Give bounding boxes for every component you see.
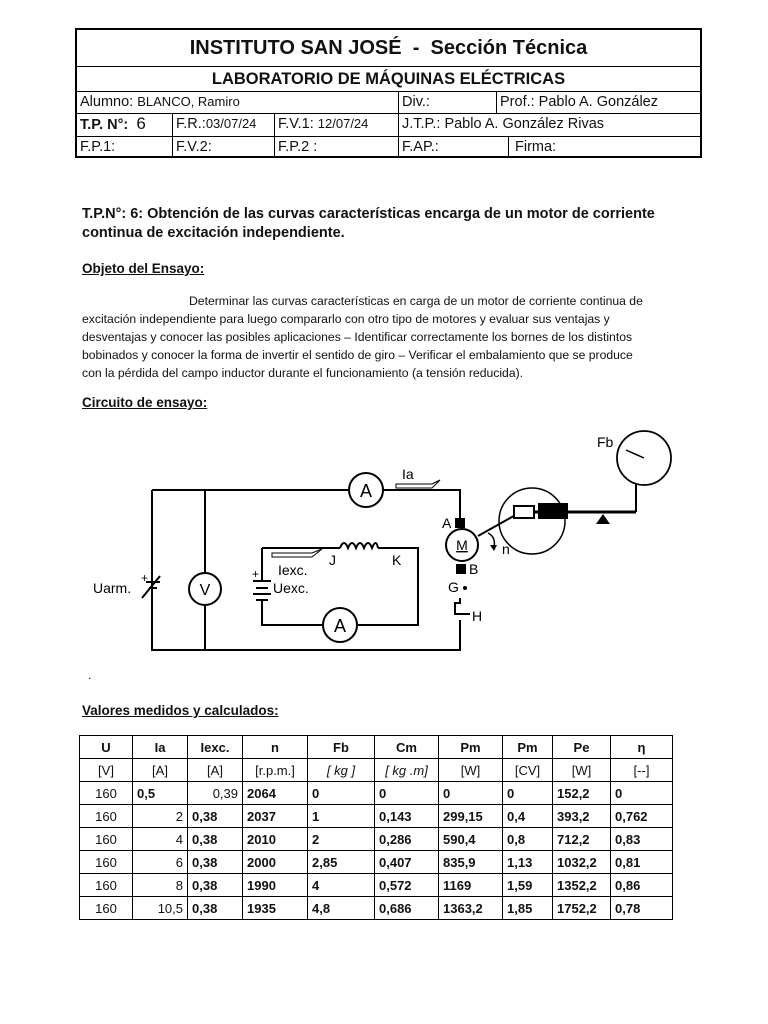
table-row [80,874,673,897]
firma-cell: Firma: [515,139,557,155]
table-cell: 0,407 [375,851,439,874]
table-cell: 4 [133,828,188,851]
ammeter-ia-label: A [359,481,373,501]
table-cell: 0,38 [188,874,243,897]
table-cell: 4,8 [308,897,375,920]
alumno-cell [77,92,399,113]
fb-label: Fb [597,434,614,450]
unit-eta: [--] [611,759,673,782]
table-cell: 1169 [439,874,503,897]
table-cell: 6 [133,851,188,874]
rotation-arrow-icon [488,533,494,547]
unit-iexc: [A] [188,759,243,782]
table-row [80,828,673,851]
table-cell: 10,5 [133,897,188,920]
section-name: Sección Técnica [430,37,588,59]
tpn-value: 6 [136,114,146,133]
tpn-cell [77,114,173,136]
table-cell: 835,9 [439,851,503,874]
institute-name: INSTITUTO SAN JOSÉ [189,37,402,59]
table-cell: 2010 [243,828,308,851]
table-cell: 2 [308,828,375,851]
objeto-line-1: Determinar las curvas características en carga de un motor de corriente continua de [189,294,643,308]
fv2-cell: F.V.2: [173,137,275,158]
table-cell: 0,81 [611,851,673,874]
terminal-k: K [392,552,402,568]
field-coil-icon [340,543,378,548]
table-cell: 0 [375,782,439,805]
header-eta: η [611,736,673,759]
values-table [79,735,673,920]
table-cell: 0 [503,782,553,805]
table-cell: 0,86 [611,874,673,897]
wire-exc-bottom [262,600,322,625]
fr-cell [173,114,275,136]
table-cell: 4 [308,874,375,897]
terminal-b: B [469,561,479,577]
table-cell: 1352,2 [553,874,611,897]
institute-title [77,30,700,66]
header-row-tpn [77,114,700,137]
objeto-line-2: excitación independiente para luego compararlo con otro tipo de motores y evaluar sus ventajas y [82,312,610,326]
table-cell: 0,286 [375,828,439,851]
header-n: n [243,736,308,759]
table-cell: 0,572 [375,874,439,897]
stray-dot: . [88,668,92,682]
table-cell: 0,8 [503,828,553,851]
voltmeter-label: V [199,582,211,599]
table-units-row [80,759,673,782]
table-cell: 1,85 [503,897,553,920]
alumno-label: Alumno: [80,94,134,110]
fr-label: F.R.: [176,116,206,132]
table-cell: 1032,2 [553,851,611,874]
practice-title-line2: continua de excitación independiente. [82,225,345,241]
fp1-cell: F.P.1: [77,137,173,158]
table-cell: 299,15 [439,805,503,828]
header-cm: Cm [375,736,439,759]
table-cell: 0,39 [188,782,243,805]
table-cell: 1 [308,805,375,828]
unit-pe: [W] [553,759,611,782]
table-cell: 0,83 [611,828,673,851]
valores-heading: Valores medidos y calculados: [82,703,279,718]
table-cell: 152,2 [553,782,611,805]
table-row [80,782,673,805]
unit-pm-w: [W] [439,759,503,782]
uexc-plus: + [252,567,260,581]
table-row [80,897,673,920]
header-row-fp [77,137,700,158]
wire-exc-right [358,548,418,625]
fap-cell: F.AP.: [399,137,509,158]
terminal-gh-link [455,598,470,614]
iexc-arrow-icon [272,549,322,557]
table-cell: 160 [80,805,133,828]
lab-title: LABORATORIO DE MÁQUINAS ELÉCTRICAS [211,70,566,88]
table-body [80,782,673,920]
table-header-row [80,736,673,759]
uexc-source-icon [253,581,271,600]
table-cell: 0,78 [611,897,673,920]
ammeter-iexc-label: A [333,616,347,636]
header-box [75,28,702,158]
header-title-row [77,30,700,67]
rotation-label: n [502,541,510,557]
unit-pm-cv: [CV] [503,759,553,782]
table-row [80,805,673,828]
header-u: U [80,736,133,759]
header-iexc: Iexc. [188,736,243,759]
alumno-value: BLANCO, Ramiro [137,94,240,109]
practice-title [82,205,702,243]
motor-label: M [456,537,468,553]
terminal-h: H [472,608,483,624]
prof-cell: Prof.: Pablo A. González [500,94,658,110]
unit-fb: [ kg ] [308,759,375,782]
fr-value: 03/07/24 [205,116,257,131]
table-cell: 0,686 [375,897,439,920]
terminal-j: J [329,552,336,568]
table-cell: 0 [611,782,673,805]
table-cell: 393,2 [553,805,611,828]
terminal-a: A [442,515,452,531]
table-cell: 1935 [243,897,308,920]
header-lab-row [77,67,700,92]
table-cell: 1,59 [503,874,553,897]
unit-u: [V] [80,759,133,782]
table-cell: 0 [439,782,503,805]
table-cell: 1,13 [503,851,553,874]
table-cell: 8 [133,874,188,897]
header-pm-cv: Pm [503,736,553,759]
brake-drum [499,488,565,554]
fv1-value: 12/07/24 [317,116,369,131]
table-cell: 0,38 [188,805,243,828]
header-row-alumno [77,92,700,114]
objeto-line-3: desventajas y conocer las posibles aplicaciones – Identificar correctamente los bornes de los distintos [82,330,633,344]
div-cell: Div.: [399,92,497,113]
jtp-cell: J.T.P.: Pablo A. González Rivas [402,116,605,132]
table-cell: 0 [308,782,375,805]
uarm-label: Uarm. [93,580,132,596]
table-cell: 1363,2 [439,897,503,920]
table-cell: 2,85 [308,851,375,874]
unit-n: [r.p.m.] [243,759,308,782]
table-cell: 0,5 [133,782,188,805]
objeto-line-4: bobinados y conocer la forma de invertir el sentido de giro – Verificar el embalamiento que se produce [82,348,633,362]
fulcrum [596,514,610,524]
objeto-paragraph [82,292,688,382]
table-cell: 0,38 [188,851,243,874]
unit-ia: [A] [133,759,188,782]
fv1-label: F.V.1: [278,116,314,132]
header-ia: Ia [133,736,188,759]
iexc-label: Iexc. [278,562,308,578]
table-cell: 160 [80,851,133,874]
table-cell: 160 [80,897,133,920]
uarm-plus: + [141,571,149,585]
table-cell: 0,762 [611,805,673,828]
table-cell: 2000 [243,851,308,874]
table-cell: 160 [80,874,133,897]
table-cell: 2 [133,805,188,828]
table-cell: 0,38 [188,828,243,851]
table-cell: 590,4 [439,828,503,851]
terminal-a-block [455,518,465,528]
terminal-g: G [448,579,459,595]
table-cell: 0,38 [188,897,243,920]
table-cell: 1990 [243,874,308,897]
header-fb: Fb [308,736,375,759]
fv1-cell [275,114,399,136]
table-cell: 1752,2 [553,897,611,920]
table-cell: 0,4 [503,805,553,828]
table-cell: 160 [80,782,133,805]
fp2-cell: F.P.2 : [275,137,399,158]
table-cell: 160 [80,828,133,851]
header-pe: Pe [553,736,611,759]
title-dash: - [412,37,420,59]
objeto-heading: Objeto del Ensayo: [82,261,205,276]
table-cell: 0,143 [375,805,439,828]
terminal-b-block [456,564,466,574]
table-cell: 2064 [243,782,308,805]
table-cell: 2037 [243,805,308,828]
header-pm-w: Pm [439,736,503,759]
ia-label: Ia [402,466,414,482]
circuito-heading: Circuito de ensayo: [82,395,208,410]
circuit-diagram [0,420,768,660]
objeto-line-5: con la pérdida del campo inductor durante el funcionamiento (a tensión reducida). [82,366,524,380]
table-cell: 712,2 [553,828,611,851]
practice-title-line1: T.P.N°: 6: Obtención de las curvas características encarga de un motor de corriente [82,206,655,222]
uexc-label: Uexc. [273,580,309,596]
unit-cm: [ kg .m] [375,759,439,782]
table-row [80,851,673,874]
counterweight [538,503,568,519]
tpn-label: T.P. N°: [80,117,129,133]
